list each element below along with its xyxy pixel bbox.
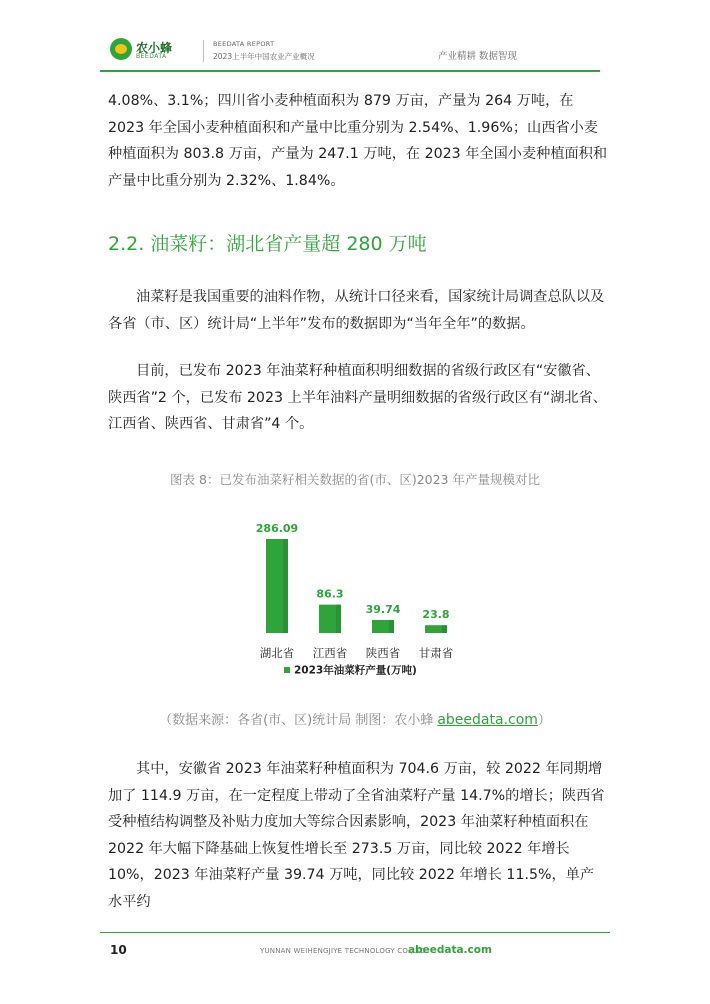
source-text: （数据来源：各省(市、区)统计局 制图：农小蜂 xyxy=(159,713,434,728)
bar-shade-湖北省 xyxy=(283,539,288,633)
logo-sub: BEEDATA xyxy=(136,53,167,60)
bar-value-label: 23.8 xyxy=(422,608,450,622)
bar-value-label: 86.3 xyxy=(316,587,344,601)
logo-name: 农小蜂 xyxy=(136,41,173,55)
bar-shade-江西省 xyxy=(336,605,341,633)
footer-site-link[interactable]: abeedata.com xyxy=(408,944,492,956)
logo xyxy=(110,38,190,64)
bar-value-label: 286.09 xyxy=(255,522,299,535)
report-label-en: BEEDATA REPORT xyxy=(213,40,275,48)
bee-logo-icon xyxy=(110,38,132,60)
category-tick-label: 甘肃省 xyxy=(418,646,454,660)
page-number: 10 xyxy=(110,943,127,957)
header-divider xyxy=(100,70,600,72)
paragraph-wheat-stats: 4.08%、3.1%；四川省小麦种植面积为 879 万亩，产量为 264 万吨，在 2023 年全国小麦种植面积和产量中比重分别为 2.54%、1.96%；山西省小麦种植面积为 803.8 万亩，产量为 247.1 万吨，在 2023 年全国小麦种植面积和产量中比重分别为 2.32%、1.84%。 xyxy=(108,93,608,189)
header-separator xyxy=(203,40,204,62)
bar-shade-陕西省 xyxy=(389,620,394,633)
source-site-link[interactable]: abeedata.com xyxy=(437,712,538,728)
report-label-cn: 2023上半年中国农业产业概况 xyxy=(213,52,315,61)
legend-label: 2023年油菜籽产量(万吨) xyxy=(294,664,417,677)
footer-divider xyxy=(100,932,610,933)
footer-company: YUNNAN WEIHENGJIYE TECHNOLOGY CO.,LTD. xyxy=(260,947,429,955)
bar-shade-甘肃省 xyxy=(442,625,447,633)
paragraph-published-provinces: 目前，已发布 2023 年油菜籽种植面积明细数据的省级行政区有“安徽省、陕西省”2 个，已发布 2023 上半年油料产量明细数据的省级行政区有“湖北省、江西省、陕西省、甘肃省”4 个。 xyxy=(108,363,607,432)
category-tick-label: 江西省 xyxy=(312,646,348,660)
category-tick-label: 陕西省 xyxy=(365,646,401,660)
header-slogan: 产业精耕 数据智现 xyxy=(438,51,518,62)
category-tick-label: 湖北省 xyxy=(259,646,295,660)
paragraph-anhui-shaanxi: 其中，安徽省 2023 年油菜籽种植面积为 704.6 万亩，较 2022 年同期增加了 114.9 万亩，在一定程度上带动了全省油菜籽产量 14.7%的增长；陕西省受种植结构调整及补贴力度加大等综合因素影响，2023 年油菜籽种植面积在 2022 年大幅下降基础上恢复性增长至 273.5 万亩，同比较 2022 年增长 10%，2023 年油菜籽产量 39.74 万吨，同比较 2022 年增长 11.5%，单产水平约 xyxy=(108,761,605,910)
paragraph-rapeseed-intro: 油菜籽是我国重要的油料作物，从统计口径来看，国家统计局调查总队以及各省（市、区）统计局“上半年”发布的数据即为“当年全年”的数据。 xyxy=(108,289,605,332)
chart-caption: 图表 8：已发布油菜籽相关数据的省(市、区)2023 年产量规模对比 xyxy=(170,472,540,487)
legend-swatch xyxy=(284,667,290,673)
rapeseed-output-bar-chart xyxy=(240,505,480,695)
bar-value-label: 39.74 xyxy=(365,602,401,616)
chart-source xyxy=(0,709,710,728)
source-close: ） xyxy=(537,713,551,728)
section-title: 2.2. 油菜籽：湖北省产量超 280 万吨 xyxy=(108,233,427,255)
page-header xyxy=(0,0,710,80)
